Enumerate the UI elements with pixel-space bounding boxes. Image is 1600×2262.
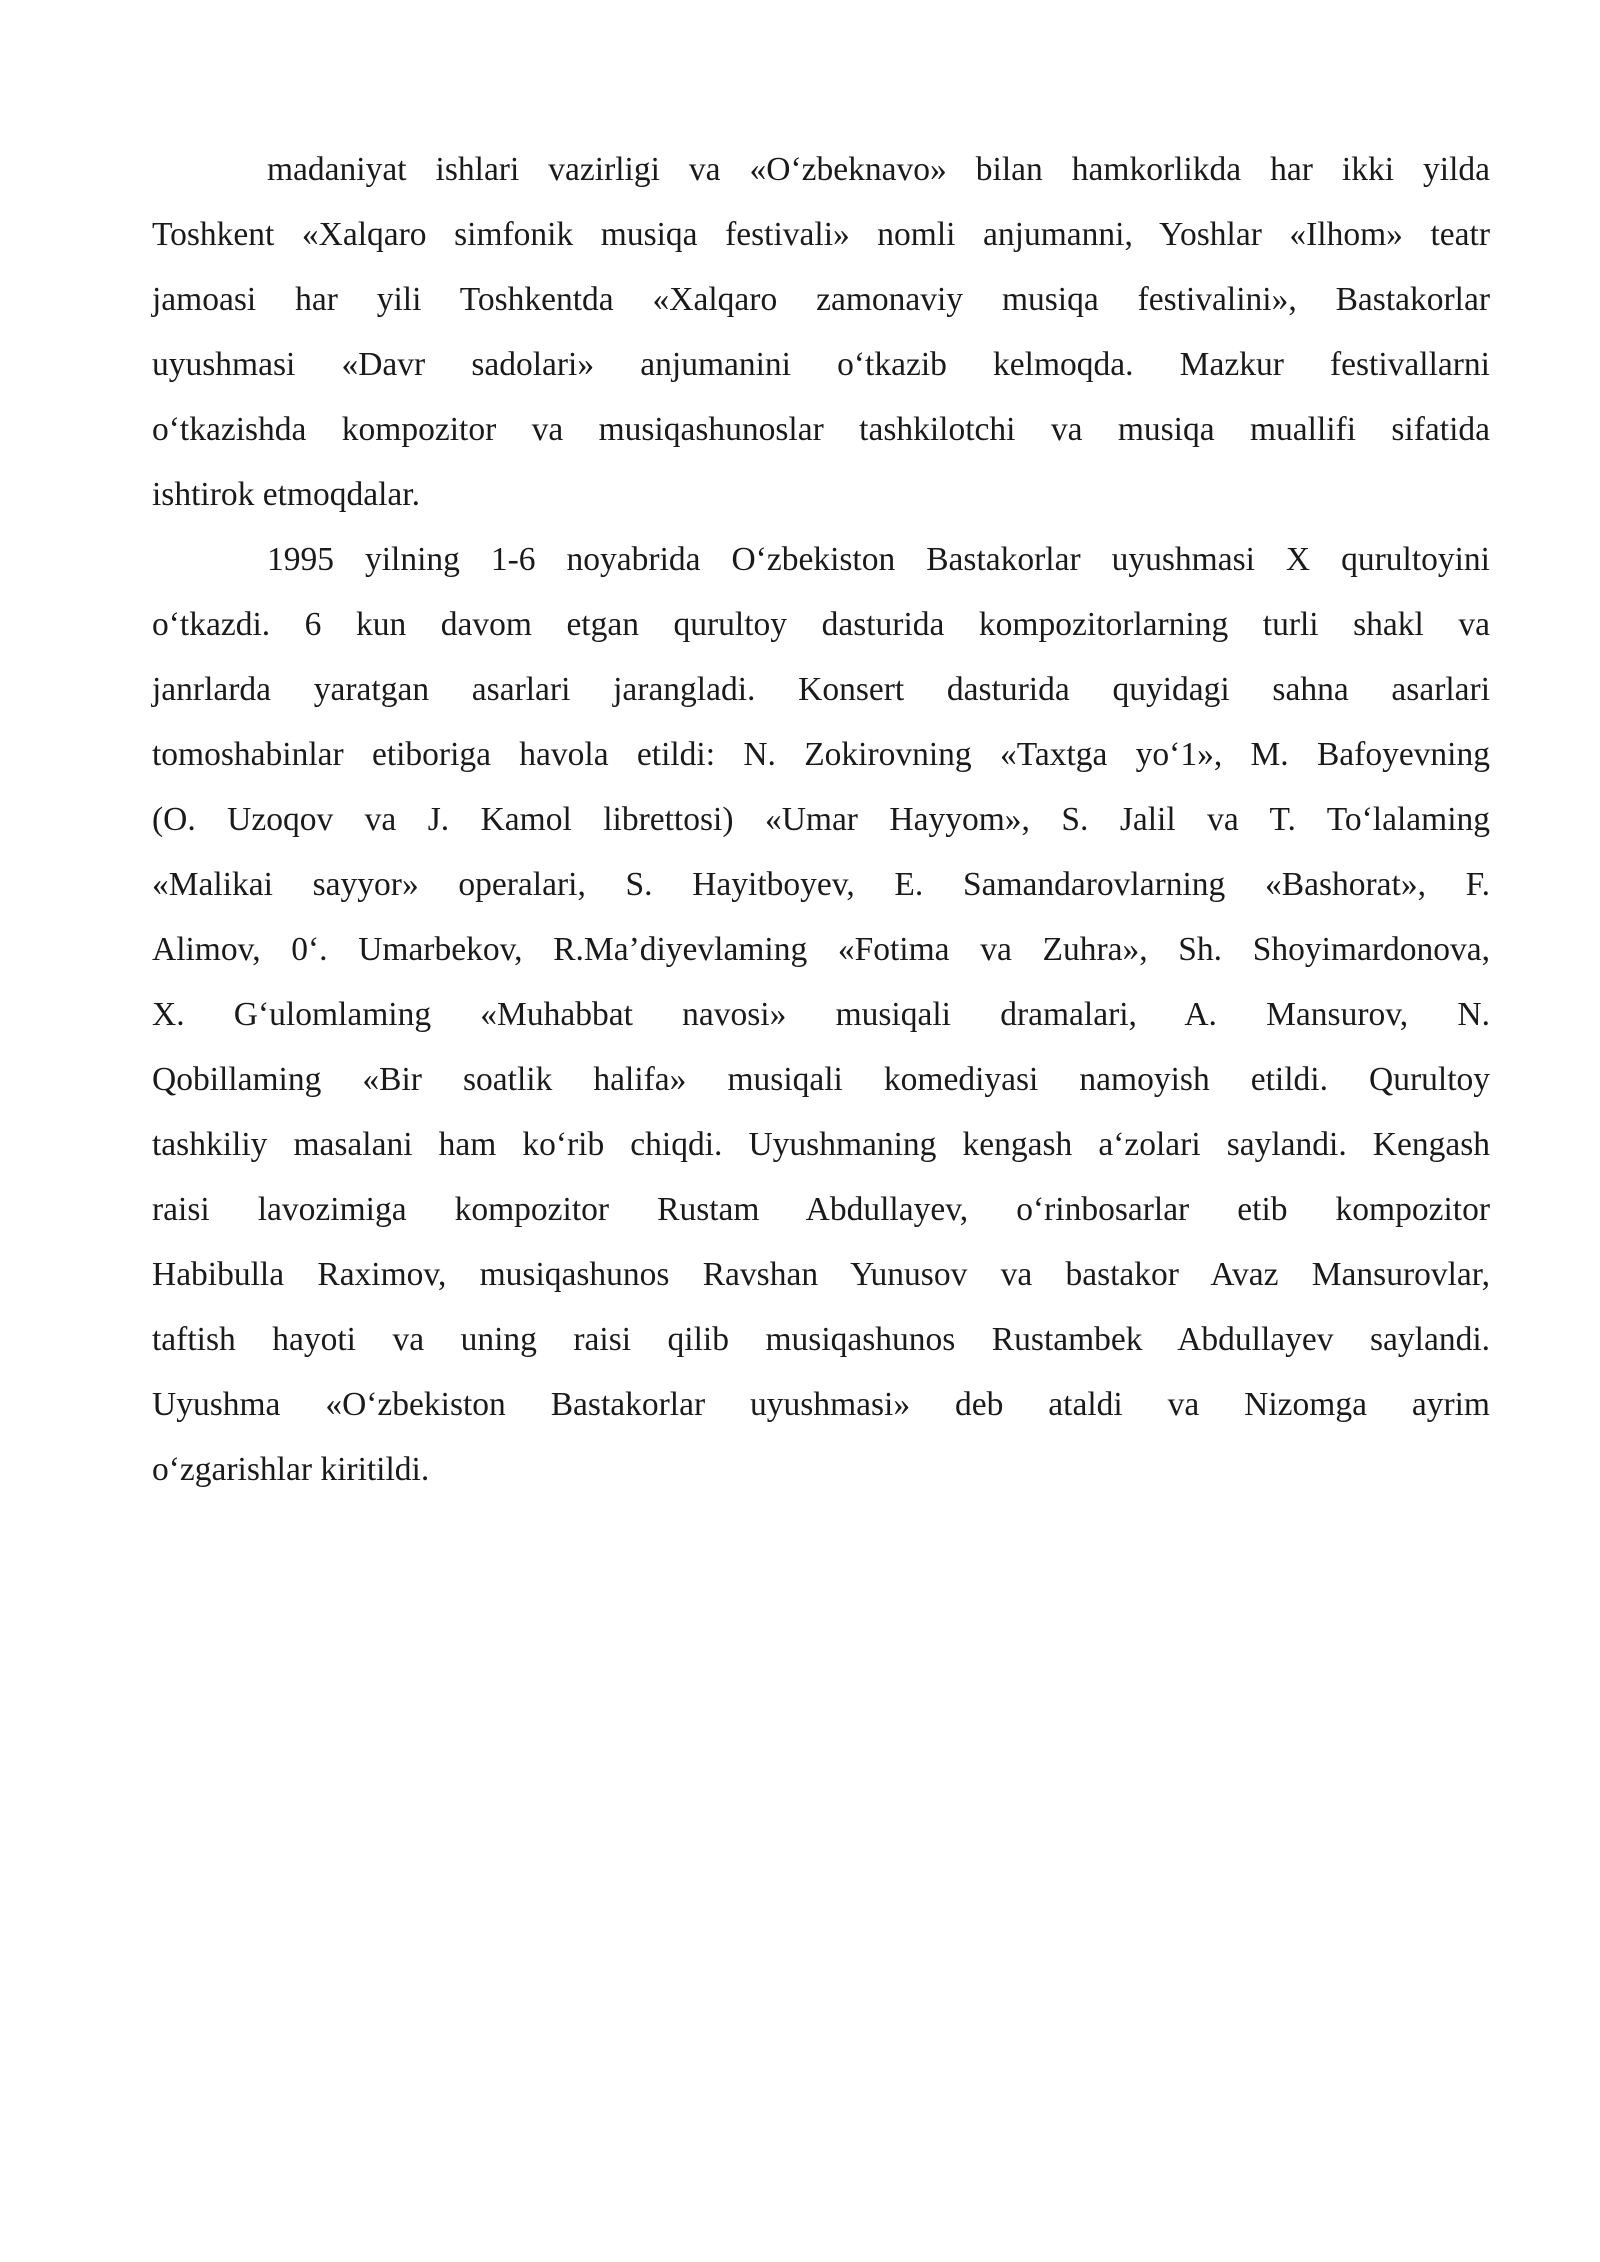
text-line: Alimov, 0‘. Umarbekov, R.Ma’diyevlaming «Fotima va Zuhra», Sh. Shoyimardonova,: [152, 931, 1490, 968]
text-line: o‘zgarishlar kiritildi.: [152, 1451, 430, 1488]
paragraph-2: [152, 527, 1490, 1502]
text-line: Uyushma «O‘zbekiston Bastakorlar uyushmasi» deb ataldi va Nizomga ayrim: [152, 1386, 1490, 1423]
text-line: tashkiliy masalani ham ko‘rib chiqdi. Uyushmaning kengash a‘zolari saylandi. Kengash: [152, 1126, 1490, 1163]
text-line: Toshkent «Xalqaro simfonik musiqa festivali» nomli anjumanni, Yoshlar «Ilhom» teatr: [152, 216, 1490, 253]
text-line: jamoasi har yili Toshkentda «Xalqaro zamonaviy musiqa festivalini», Bastakorlar: [152, 281, 1490, 318]
text-line: madaniyat ishlari vazirligi va «O‘zbeknavo» bilan hamkorlikda har ikki yilda: [267, 151, 1490, 188]
text-line: raisi lavozimiga kompozitor Rustam Abdullayev, o‘rinbosarlar etib kompozitor: [152, 1191, 1490, 1228]
text-line: uyushmasi «Davr sadolari» anjumanini o‘tkazib kelmoqda. Mazkur festivallarni: [152, 346, 1490, 383]
text-line: ishtirok etmoqdalar.: [152, 476, 420, 513]
text-line: o‘tkazdi. 6 kun davom etgan qurultoy dasturida kompozitorlarning turli shakl va: [152, 606, 1490, 643]
text-line: tomoshabinlar etiboriga havola etildi: N. Zokirovning «Taxtga yo‘1», M. Bafoyevning: [152, 736, 1490, 773]
text-line: «Malikai sayyor» operalari, S. Hayitboyev, E. Samandarovlarning «Bashorat», F.: [152, 866, 1490, 903]
text-line: X. G‘ulomlaming «Muhabbat navosi» musiqali dramalari, A. Mansurov, N.: [152, 996, 1490, 1033]
paragraph-1: [152, 137, 1490, 527]
text-line: 1995 yilning 1-6 noyabrida O‘zbekiston Bastakorlar uyushmasi X qurultoyini: [267, 541, 1490, 578]
text-line: janrlarda yaratgan asarlari jarangladi. Konsert dasturida quyidagi sahna asarlari: [152, 671, 1490, 708]
text-line: taftish hayoti va uning raisi qilib musiqashunos Rustambek Abdullayev saylandi.: [152, 1321, 1490, 1358]
document-body: [152, 137, 1490, 1502]
text-line: (O. Uzoqov va J. Kamol librettosi) «Umar Hayyom», S. Jalil va T. To‘lalaming: [152, 801, 1490, 838]
text-line: Qobillaming «Bir soatlik halifa» musiqali komediyasi namoyish etildi. Qurultoy: [152, 1061, 1490, 1098]
text-line: Habibulla Raximov, musiqashunos Ravshan Yunusov va bastakor Avaz Mansurovlar,: [152, 1256, 1490, 1293]
text-line: o‘tkazishda kompozitor va musiqashunoslar tashkilotchi va musiqa muallifi sifatida: [152, 411, 1490, 448]
